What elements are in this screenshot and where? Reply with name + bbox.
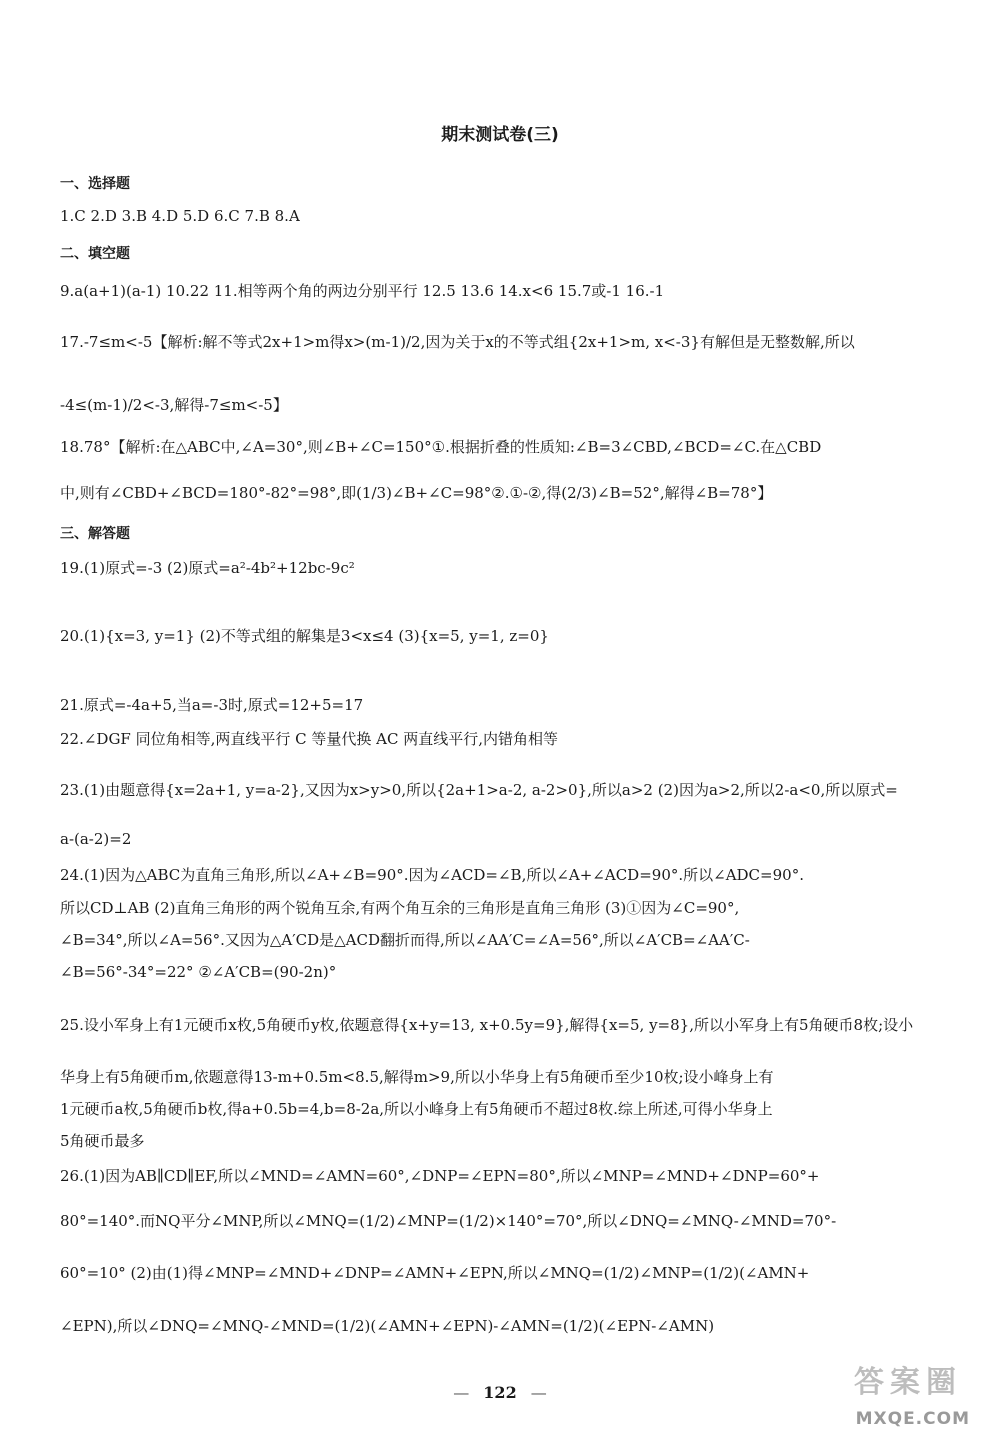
answer-24-line-1: 24.(1)因为△ABC为直角三角形,所以∠A+∠B=90°.因为∠ACD=∠B,所以∠A+∠ACD=90°.所以∠ADC=90°. — [60, 866, 804, 884]
answer-26-line-2: 80°=140°.而NQ平分∠MNP,所以∠MNQ=(1/2)∠MNP=(1/2)×140°=70°,所以∠DNQ=∠MNQ-∠MND=70°- — [60, 1212, 837, 1230]
page-title: 期末测试卷(三) — [441, 125, 559, 145]
answer-19: 19.(1)原式=-3 (2)原式=a²-4b²+12bc-9c² — [60, 559, 355, 577]
answer-26-line-4: ∠EPN),所以∠DNQ=∠MNQ-∠MND=(1/2)(∠AMN+∠EPN)-∠AMN=(1/2)(∠EPN-∠AMN) — [60, 1317, 715, 1335]
answer-21: 21.原式=-4a+5,当a=-3时,原式=12+5=17 — [60, 696, 364, 714]
page-number: — 122 — — [453, 1383, 547, 1402]
section-solve: 三、解答题 — [60, 526, 130, 542]
answer-24-line-3: ∠B=34°,所以∠A=56°.又因为△A′CD是△ACD翻折而得,所以∠AA′C=∠A=56°,所以∠A′CB=∠AA′C- — [60, 931, 750, 949]
answer-17-line-2: -4≤(m-1)/2<-3,解得-7≤m<-5】 — [60, 396, 288, 414]
answer-18-line-2: 中,则有∠CBD+∠BCD=180°-82°=98°,即(1/3)∠B+∠C=98°②.①-②,得(2/3)∠B=52°,解得∠B=78°】 — [60, 484, 773, 502]
answer-17-line-1: 17.-7≤m<-5【解析:解不等式2x+1>m得x>(m-1)/2,因为关于x的不等式组{2x+1>m, x<-3}有解但是无整数解,所以 — [60, 333, 855, 351]
section-choice: 一、选择题 — [60, 176, 130, 192]
answer-18-line-1: 18.78°【解析:在△ABC中,∠A=30°,则∠B+∠C=150°①.根据折叠的性质知:∠B=3∠CBD,∠BCD=∠C.在△CBD — [60, 438, 822, 456]
answer-26-line-1: 26.(1)因为AB∥CD∥EF,所以∠MND=∠AMN=60°,∠DNP=∠EPN=80°,所以∠MNP=∠MND+∠DNP=60°+ — [60, 1167, 820, 1185]
answer-25-line-3: 1元硬币a枚,5角硬币b枚,得a+0.5b=4,b=8-2a,所以小峰身上有5角硬币不超过8枚.综上所述,可得小华身上 — [60, 1100, 773, 1118]
answer-24-line-4: ∠B=56°-34°=22° ②∠A′CB=(90-2n)° — [60, 963, 337, 981]
page-number-value: 122 — [483, 1383, 517, 1402]
answer-24-line-2: 所以CD⊥AB (2)直角三角形的两个锐角互余,有两个角互余的三角形是直角三角形 (3)①因为∠C=90°, — [60, 899, 740, 917]
answer-25-line-4: 5角硬币最多 — [60, 1132, 145, 1150]
answer-25-line-2: 华身上有5角硬币m,依题意得13-m+0.5m<8.5,解得m>9,所以小华身上有5角硬币至少10枚;设小峰身上有 — [60, 1068, 774, 1086]
answer-25-line-1: 25.设小军身上有1元硬币x枚,5角硬币y枚,依题意得{x+y=13, x+0.5y=9},解得{x=5, y=8},所以小军身上有5角硬币8枚;设小 — [60, 1016, 914, 1034]
answers-9-16: 9.a(a+1)(a-1) 10.22 11.相等两个角的两边分别平行 12.5 13.6 14.x<6 15.7或-1 16.-1 — [60, 282, 665, 300]
answer-23-line-1: 23.(1)由题意得{x=2a+1, y=a-2},又因为x>y>0,所以{2a+1>a-2, a-2>0},所以a>2 (2)因为a>2,所以2-a<0,所以原式= — [60, 781, 898, 799]
answer-20: 20.(1){x=3, y=1} (2)不等式组的解集是3<x≤4 (3){x=5, y=1, z=0} — [60, 627, 549, 645]
section-fill: 二、填空题 — [60, 246, 130, 262]
answers-1-8: 1.C 2.D 3.B 4.D 5.D 6.C 7.B 8.A — [60, 207, 300, 225]
answer-23-line-2: a-(a-2)=2 — [60, 830, 132, 848]
watermark-logo: 答案圈 — [854, 1365, 962, 1400]
answer-22: 22.∠DGF 同位角相等,两直线平行 C 等量代换 AC 两直线平行,内错角相等 — [60, 730, 559, 748]
answer-26-line-3: 60°=10° (2)由(1)得∠MNP=∠MND+∠DNP=∠AMN+∠EPN,所以∠MNQ=(1/2)∠MNP=(1/2)(∠AMN+ — [60, 1264, 810, 1282]
watermark-url: MXQE.COM — [855, 1409, 970, 1429]
